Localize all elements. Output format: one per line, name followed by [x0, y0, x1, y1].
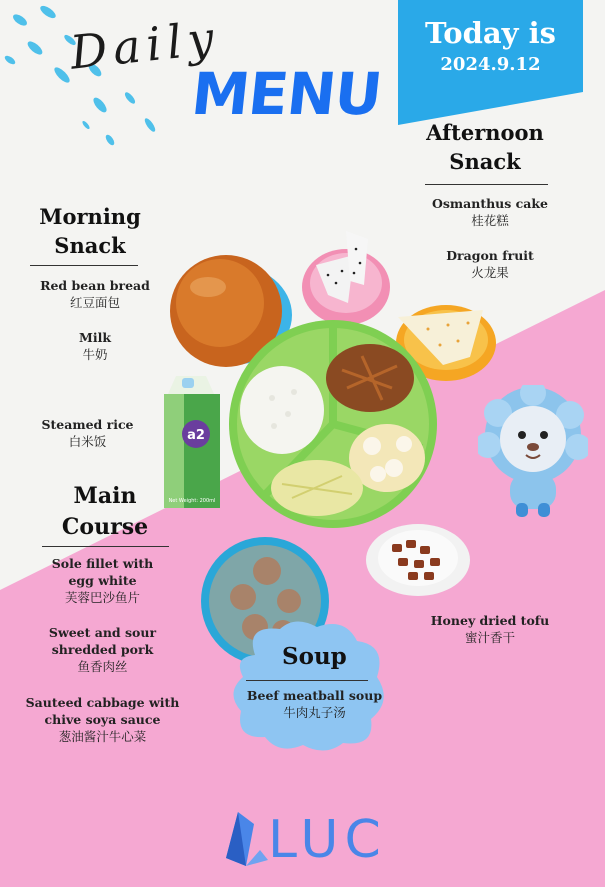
item-en: Dragon fruit [446, 248, 534, 263]
title-menu: MENU [188, 60, 385, 128]
item-en-line2: shredded pork [51, 642, 154, 657]
item-cn: 火龙果 [471, 265, 509, 280]
morning-heading-line1: Morning [39, 204, 141, 229]
luc-logo-text: LUC [268, 810, 387, 870]
afternoon-item-2 [400, 247, 580, 281]
afternoon-heading-line2: Snack [449, 149, 521, 174]
afternoon-divider [425, 184, 548, 185]
main-heading-line1: Main [73, 483, 137, 509]
svg-text:a2: a2 [187, 428, 205, 443]
afternoon-item-1 [400, 195, 580, 229]
item-en-line1: Sole fillet with [51, 556, 154, 571]
morning-divider [30, 265, 138, 266]
item-cn: 芙蓉巴沙鱼片 [64, 590, 140, 605]
item-en: Osmanthus cake [431, 196, 548, 211]
svg-text:Net Weight: 200ml: Net Weight: 200ml [168, 498, 216, 504]
item-en-line1: Sauteed cabbage with [25, 695, 180, 710]
staple-item [10, 416, 165, 450]
item-cn: 牛肉丸子汤 [283, 705, 346, 720]
item-en: Beef meatball soup [246, 688, 383, 703]
item-en-line2: chive soya sauce [44, 712, 161, 727]
morning-snack-heading [20, 202, 160, 260]
morning-item-1 [10, 277, 180, 311]
dragon-fruit-image [298, 225, 398, 330]
item-cn: 白米饭 [68, 434, 107, 449]
item-en: Milk [79, 330, 111, 345]
main-course-plate-image [222, 318, 444, 530]
title-daily: Daily [67, 10, 223, 80]
item-cn: 葱油酱汁牛心菜 [58, 729, 147, 744]
milk-carton-image [158, 374, 224, 510]
soup-cloud-shape [225, 615, 395, 755]
item-en-line1: Sweet and sour [48, 625, 157, 640]
afternoon-heading-line1: Afternoon [426, 120, 544, 145]
item-cn: 桂花糕 [471, 213, 509, 228]
item-en: Red bean bread [40, 278, 150, 293]
item-en-line2: egg white [68, 573, 137, 588]
item-cn: 蜜汁香干 [464, 630, 515, 645]
today-label: Today is [425, 16, 556, 50]
item-cn: 鱼香肉丝 [77, 659, 128, 674]
luc-logo-icon [220, 810, 270, 870]
side-item [405, 612, 575, 646]
main-heading-line2: Course [61, 514, 149, 540]
morning-item-2 [10, 329, 180, 363]
item-en: Honey dried tofu [430, 613, 550, 628]
main-item-2 [15, 624, 190, 675]
soup-item [232, 687, 397, 721]
afternoon-snack-heading [400, 118, 570, 176]
today-date: 2024.9.12 [440, 54, 541, 75]
main-item-1 [15, 555, 190, 606]
item-cn: 红豆面包 [69, 295, 120, 310]
lion-mascot-icon [478, 385, 588, 520]
item-en: Steamed rice [41, 417, 134, 432]
morning-heading-line2: Snack [54, 233, 126, 258]
soup-divider [246, 680, 368, 681]
main-course-divider [42, 546, 169, 547]
honey-tofu-image [362, 520, 472, 600]
item-cn: 牛奶 [82, 347, 108, 362]
main-item-3 [5, 694, 200, 745]
soup-heading: Soup [282, 643, 347, 670]
